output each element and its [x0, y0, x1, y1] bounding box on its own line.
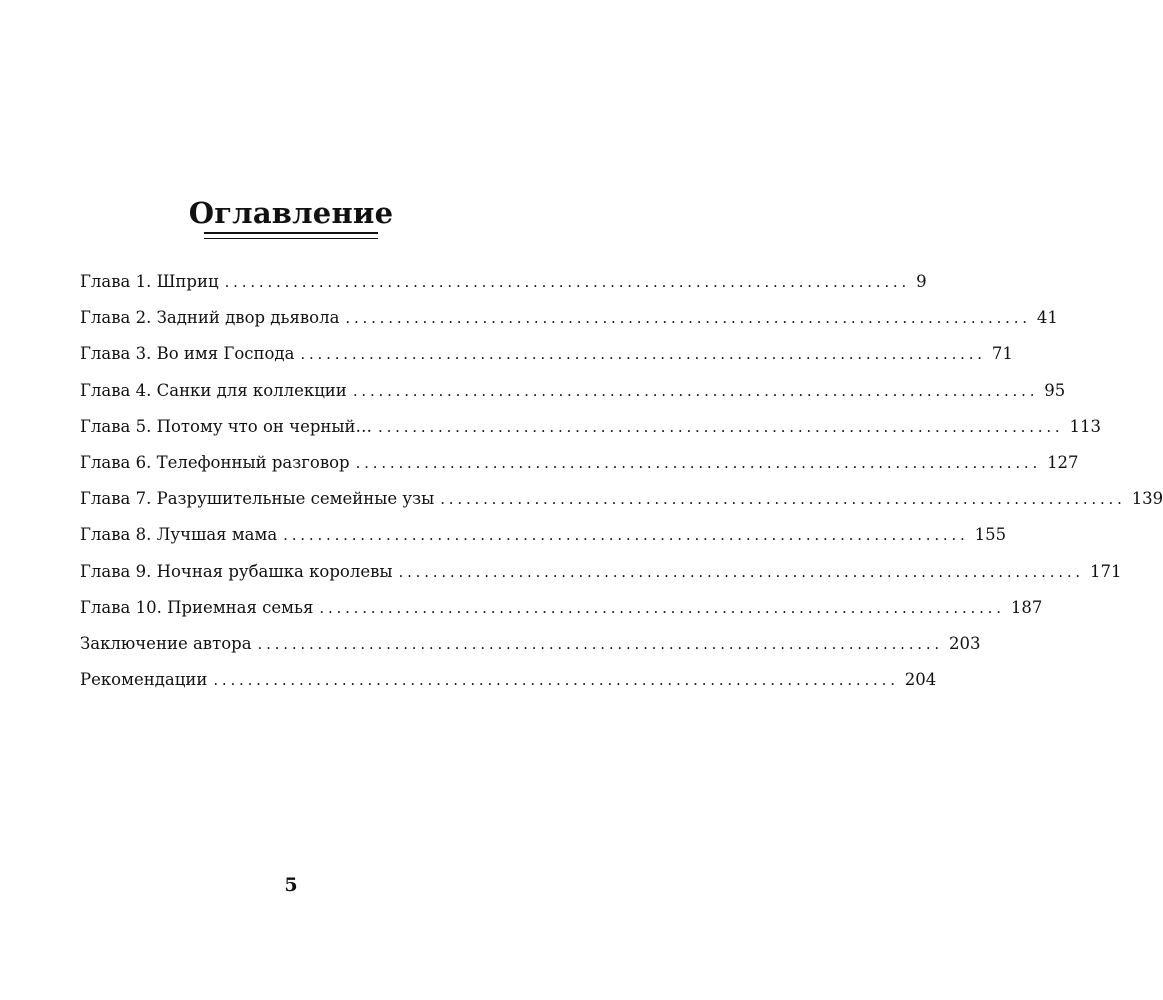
page-number: 5 — [284, 874, 298, 896]
toc-entry-page: 139 — [1131, 489, 1163, 509]
toc-entry — [80, 416, 1101, 453]
toc-entry-page: 171 — [1089, 561, 1122, 581]
toc-entry — [80, 597, 1043, 634]
toc-entry-page: 113 — [1069, 416, 1101, 436]
toc-leader-dots: ................................................................................ — [345, 309, 1031, 328]
toc-title: Оглавление — [188, 196, 394, 230]
toc-entry-label: Рекомендации — [80, 670, 208, 690]
toc-entry — [80, 633, 981, 670]
toc-entry-page: 155 — [974, 525, 1007, 545]
toc-entry-page: 41 — [1036, 308, 1058, 328]
toc-entry-label: Глава 8. Лучшая мама — [80, 525, 278, 545]
toc-entry-label: Глава 6. Телефонный разговор — [80, 452, 350, 472]
toc-leader-dots: ................................................................................ — [352, 381, 1039, 400]
toc-leader-dots: ................................................................................ — [213, 671, 899, 690]
toc-leader-dots: ................................................................................ — [378, 417, 1064, 436]
toc-entry — [80, 452, 1079, 489]
toc-entry-label: Глава 1. Шприц — [80, 272, 219, 291]
toc-entry — [80, 308, 1058, 344]
toc-entry-label: Глава 10. Приемная семья — [80, 597, 314, 617]
toc-entry-page: 9 — [916, 272, 927, 291]
toc-entry-page: 127 — [1047, 452, 1079, 472]
toc-entry — [80, 670, 937, 706]
toc-leader-dots: ................................................................................ — [440, 490, 1126, 509]
toc-entry-label: Глава 3. Во имя Господа — [80, 344, 295, 364]
toc-leader-dots: ................................................................................ — [398, 562, 1084, 581]
toc-entry-label: Глава 4. Санки для коллекции — [80, 380, 347, 400]
toc-entry-page: 71 — [991, 344, 1013, 364]
toc-entry-label: Глава 5. Потому что он черный… — [80, 416, 373, 436]
toc-entry — [80, 380, 1066, 417]
toc-entry — [80, 525, 1007, 561]
toc-leader-dots: ................................................................................ — [355, 453, 1042, 472]
toc-entry-page: 204 — [904, 670, 937, 690]
toc-leader-dots: ................................................................................ — [257, 634, 943, 653]
toc-entry — [80, 561, 1122, 598]
toc-entry-label: Глава 7. Разрушительные семейные узы — [80, 489, 435, 509]
title-underline — [204, 232, 378, 239]
toc-leader-dots: ................................................................................ — [283, 526, 969, 545]
toc-leader-dots: ................................................................................ — [319, 598, 1005, 617]
table-of-contents — [80, 272, 1163, 706]
toc-entry — [80, 489, 1163, 525]
toc-entry — [80, 272, 927, 308]
toc-entry-label: Глава 2. Задний двор дьявола — [80, 308, 340, 328]
toc-entry-page: 95 — [1044, 380, 1066, 400]
toc-leader-dots: ................................................................................ — [224, 273, 911, 291]
toc-entry — [80, 344, 1013, 380]
toc-entry-label: Заключение автора — [80, 633, 252, 653]
toc-entry-page: 203 — [949, 633, 981, 653]
toc-entry-label: Глава 9. Ночная рубашка королевы — [80, 561, 393, 581]
toc-leader-dots: ................................................................................ — [300, 345, 986, 364]
toc-entry-page: 187 — [1010, 597, 1043, 617]
